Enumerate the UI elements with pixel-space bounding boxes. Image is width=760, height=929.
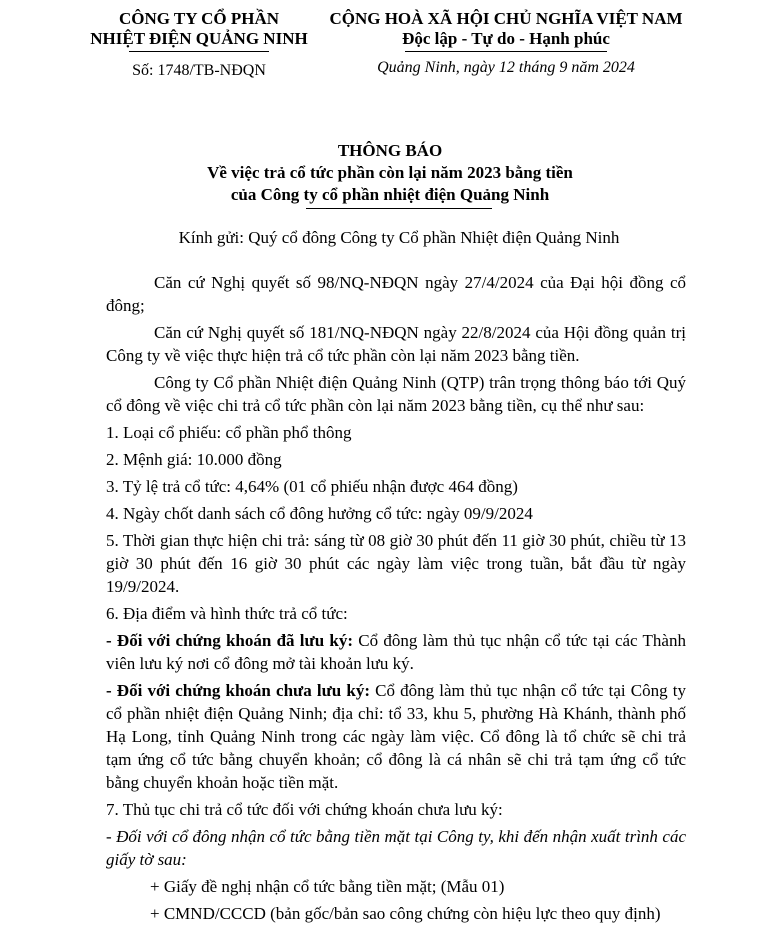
nation-line-1: CỘNG HOÀ XÃ HỘI CHỦ NGHĨA VIỆT NAM (329, 9, 683, 28)
greeting: Kính gửi: Quý cổ đông Công ty Cổ phần Nhiệt điện Quảng Ninh (178, 228, 620, 247)
nation-motto: Độc lập - Tự do - Hạnh phúc (402, 29, 610, 48)
title-line-1: Về việc trả cổ tức phần còn lại năm 2023 bằng tiền (207, 163, 573, 182)
document-date: Quảng Ninh, ngày 12 tháng 9 năm 2024 (377, 59, 635, 76)
item-deposited-securities (106, 629, 686, 675)
title-heading: THÔNG BÁO (337, 141, 443, 160)
paragraph-basis-1: Căn cứ Nghị quyết số 98/NQ-NĐQN ngày 27/4/2024 của Đại hội đồng cổ đông; (106, 273, 686, 315)
undeposited-text: Cổ đông làm thủ tục nhận cổ tức tại Công ty cổ phần nhiệt điện Quảng Ninh; địa chỉ: tổ 33, khu 5, phường Hà Khánh, thành phố Hạ Long, tỉnh Quảng Ninh trong các ngày làm việc. Cổ đông là tổ chức sẽ chi trả tạm ứng cổ tức bằng chuyển khoản; cổ đông là cá nhân sẽ chi trả tạm ứng cổ tức bằng chuyển khoản hoặc tiền mặt. (106, 681, 686, 792)
title-underline (306, 208, 492, 209)
item-dividend-rate: 3. Tỷ lệ trả cổ tức: 4,64% (01 cổ phiếu nhận được 464 đồng) (106, 477, 518, 496)
undeposited-lead: - Đối với chứng khoán chưa lưu ký: (106, 681, 370, 700)
item-stock-type: 1. Loại cổ phiếu: cổ phần phổ thông (106, 423, 352, 442)
notice-body (106, 271, 686, 929)
item-payment-time: 5. Thời gian thực hiện chi trả: sáng từ 08 giờ 30 phút đến 11 giờ 30 phút, chiều từ 13 giờ 30 phút đến 16 giờ 30 phút các ngày làm việc trong tuần, bắt đầu từ ngày 19/9/2024. (106, 531, 686, 596)
notice-title (0, 140, 760, 206)
sub-item-request-form: + Giấy đề nghị nhận cổ tức bằng tiền mặt; (Mẫu 01) (150, 877, 505, 896)
deposited-lead: - Đối với chứng khoán đã lưu ký: (106, 631, 354, 650)
company-line-2: NHIỆT ĐIỆN QUẢNG NINH (90, 29, 308, 48)
item-par-value: 2. Mệnh giá: 10.000 đồng (106, 450, 282, 469)
motto-underline (405, 51, 607, 52)
company-underline (129, 51, 269, 52)
company-line-1: CÔNG TY CỔ PHẦN (118, 9, 280, 28)
item-cash-procedure: - Đối với cổ đông nhận cổ tức bằng tiền mặt tại Công ty, khi đến nhận xuất trình các giấy tờ sau: (106, 827, 686, 869)
nation-header (316, 9, 696, 49)
document-number: Số: 1748/TB-NĐQN (132, 62, 266, 79)
item-record-date: 4. Ngày chốt danh sách cổ đông hưởng cổ tức: ngày 09/9/2024 (106, 504, 533, 523)
title-line-2: của Công ty cổ phần nhiệt điện Quảng Ninh (230, 185, 550, 204)
sub-item-id-card: + CMND/CCCD (bản gốc/bản sao công chứng còn hiệu lực theo quy định) (150, 904, 661, 923)
deposited-text: Cổ đông làm thủ tục nhận cổ tức tại các Thành viên lưu ký nơi cổ đông mở tài khoản lưu ký. (106, 631, 686, 673)
item-procedure: 7. Thủ tục chi trả cổ tức đối với chứng khoán chưa lưu ký: (106, 800, 503, 819)
company-header (88, 9, 310, 49)
paragraph-intro: Công ty Cổ phần Nhiệt điện Quảng Ninh (QTP) trân trọng thông báo tới Quý cổ đông về việc chi trả cổ tức phần còn lại năm 2023 bằng tiền, cụ thể như sau: (106, 373, 686, 415)
paragraph-basis-2: Căn cứ Nghị quyết số 181/NQ-NĐQN ngày 22/8/2024 của Hội đồng quản trị Công ty về việc thực hiện trả cổ tức phần còn lại năm 2023 bằng tiền. (106, 323, 686, 365)
item-undeposited-securities (106, 679, 686, 794)
item-location: 6. Địa điểm và hình thức trả cổ tức: (106, 604, 348, 623)
